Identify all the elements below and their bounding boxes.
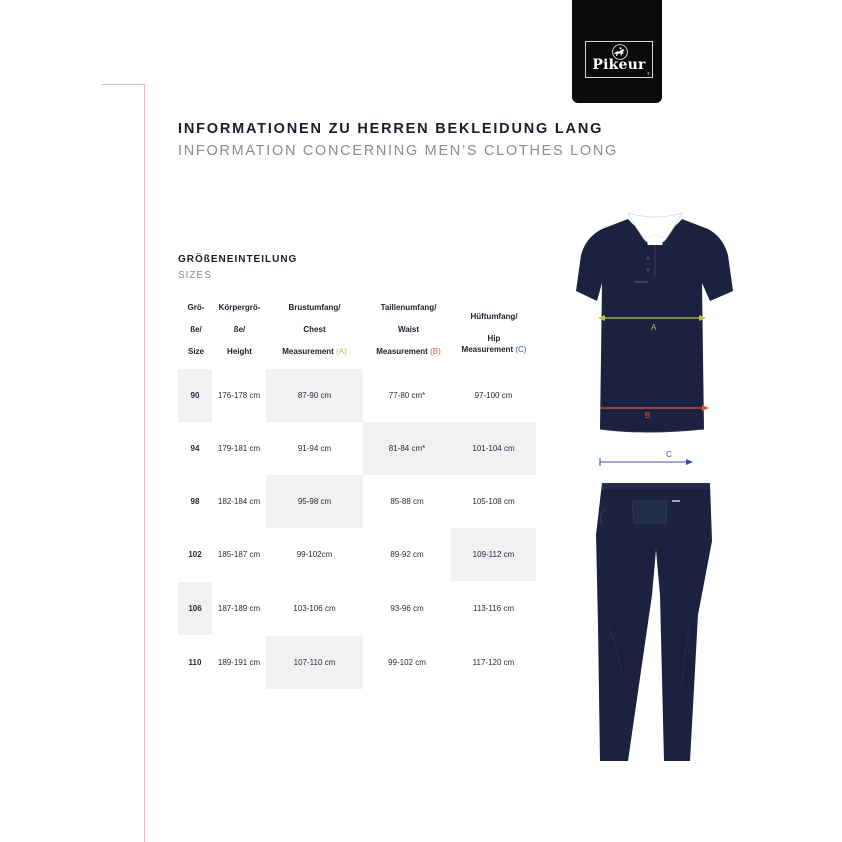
header-hip-marker: (C) [515, 345, 527, 354]
cell-size: 90 [178, 369, 212, 422]
cell-waist: 81-84 cm* [363, 422, 451, 475]
header-chest-line2: Chest [303, 325, 326, 334]
cell-height: 182-184 cm [217, 497, 261, 506]
header-hip-line2: Hip [487, 334, 501, 343]
cell-height: 176-178 cm [217, 391, 261, 400]
measurement-c-label: C [666, 450, 672, 459]
header-hip-measurement: Measurement [461, 345, 514, 354]
cell-chest: 103-106 cm [293, 604, 336, 613]
measurement-a-label: A [651, 323, 657, 332]
cell-size: 102 [188, 550, 202, 559]
cell-waist: 93-96 cm [390, 604, 424, 613]
header-chest-marker: (A) [336, 347, 347, 356]
page-title-german: INFORMATIONEN ZU HERREN BEKLEIDUNG LANG [178, 121, 604, 137]
header-height-line3: Height [227, 347, 252, 356]
cell-height: 179-181 cm [217, 444, 261, 453]
header-hip-line1: Hüftumfang/ [470, 312, 518, 321]
cell-hip: 117-120 cm [472, 658, 515, 667]
cell-hip: 101-104 cm [451, 422, 536, 475]
cell-chest: 107-110 cm [266, 636, 363, 689]
header-chest-line3 [266, 348, 363, 356]
registered-mark: ® [647, 71, 650, 76]
measurement-b-label: B [645, 411, 651, 420]
header-chest-measurement: Measurement [282, 347, 334, 356]
cell-height: 189-191 cm [217, 658, 261, 667]
logo-wordmark: Pikeur [592, 57, 646, 73]
header-size-line1: Grö- [187, 303, 205, 312]
cell-height: 185-187 cm [217, 550, 261, 559]
cell-hip: 113-116 cm [472, 604, 515, 613]
cell-size: 110 [188, 658, 202, 667]
cell-waist: 85-88 cm [390, 497, 424, 506]
cell-hip: 105-108 cm [472, 497, 515, 506]
cell-chest: 99-102cm [296, 550, 333, 559]
cell-size: 106 [178, 582, 212, 635]
brand-logo [572, 0, 662, 103]
sizes-heading-german: GRÖßENEINTEILUNG [178, 254, 298, 265]
cell-size: 94 [190, 444, 200, 453]
logo-frame [585, 41, 653, 78]
header-waist-marker: (B) [430, 347, 441, 356]
header-waist-measurement: Measurement [376, 347, 428, 356]
cell-hip: 109-112 cm [451, 528, 536, 581]
cell-waist: 89-92 cm [390, 550, 424, 559]
page-margin-line [144, 84, 145, 842]
garment-illustration [572, 205, 742, 770]
cell-height: 187-189 cm [217, 604, 261, 613]
header-height-line2: ße/ [233, 325, 246, 334]
page-title-english: INFORMATION CONCERNING MEN’S CLOTHES LONG [178, 143, 619, 159]
header-waist-line3 [362, 348, 455, 356]
cell-size: 98 [190, 497, 200, 506]
cell-hip: 97-100 cm [474, 391, 513, 400]
measurement-c-line [600, 458, 693, 466]
sizes-heading-english: SIZES [178, 270, 212, 281]
cell-chest: 87-90 cm [266, 369, 363, 422]
page-margin-tick [102, 84, 145, 85]
header-waist-line1: Taillenumfang/ [380, 303, 437, 312]
cell-waist: 99-102 cm [388, 658, 426, 667]
header-height-line1: Körpergrö- [218, 303, 261, 312]
header-chest-line1: Brustumfang/ [288, 303, 341, 312]
header-size-line2: ße/ [190, 325, 202, 334]
header-hip-line3 [450, 346, 538, 354]
cell-waist: 77-80 cm* [388, 391, 426, 400]
header-waist-line2: Waist [397, 325, 420, 334]
header-size-line3: Size [187, 347, 204, 356]
garment-svg [572, 205, 742, 770]
breeches-icon [596, 483, 712, 761]
cell-chest: 95-98 cm [266, 475, 363, 528]
cell-chest: 91-94 cm [297, 444, 332, 453]
